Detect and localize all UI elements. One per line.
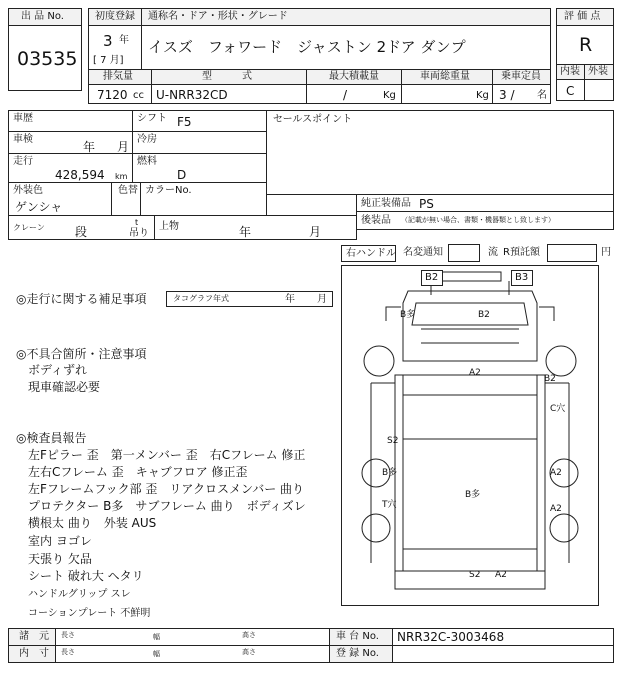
lift-year: 年 — [239, 225, 252, 239]
defect-item: ボディずれ — [28, 363, 88, 377]
aftermarket-label: 後装品 — [361, 215, 391, 226]
fuel-label: 燃料 — [137, 156, 157, 167]
grade-label-cell — [556, 8, 614, 26]
width-label: 幅 — [153, 633, 160, 641]
gross-weight-unit: Kg — [476, 90, 489, 101]
height-label: 高さ — [242, 631, 256, 639]
car-name-label: 通称名・ドア・形状・グレード — [148, 11, 288, 22]
name-change-label: 名変通知 — [403, 247, 443, 258]
max-load-value: / — [343, 88, 348, 102]
car-name: イスズ フォワード ジャストン 2ドア ダンプ — [148, 38, 466, 56]
capacity-label: 乗車定員 — [501, 71, 541, 82]
diagram-label: B2 — [544, 374, 556, 384]
ac-cell — [132, 131, 267, 154]
fuel-cell — [132, 153, 267, 183]
exterior-grade-cell — [584, 79, 614, 101]
interior-dims-label: 内 寸 — [19, 648, 49, 659]
interior-dims-row — [55, 645, 330, 663]
lot-number-cell — [8, 25, 82, 91]
fuel-value: D — [177, 168, 187, 182]
interior-dims-label-cell — [8, 645, 56, 663]
model-value: U-NRR32CD — [156, 88, 228, 102]
interior-grade-label-cell — [556, 64, 585, 80]
gross-weight-label-cell — [401, 69, 493, 85]
diagram-marker-b3 — [511, 270, 533, 286]
displacement-unit: cc — [133, 90, 144, 101]
defects-title: ◎不具合箇所・注意事項 — [16, 347, 147, 361]
crane-hoist: 吊り — [129, 228, 149, 239]
length-label: 長さ — [61, 648, 75, 656]
tacho-month: 月 — [317, 294, 327, 305]
car-name-cell — [141, 25, 551, 70]
diagram-marker-b2 — [421, 270, 443, 286]
tachograph-label: タコグラフ年式 — [173, 294, 229, 303]
max-load-cell — [306, 84, 402, 104]
grade-value: R — [579, 34, 593, 56]
diagram-label: A2 — [550, 468, 562, 478]
report-line: シート 破れ大 ヘタリ — [28, 569, 144, 583]
first-reg-month: [ 7 月] — [93, 55, 124, 66]
color-code-cell — [140, 182, 267, 216]
exterior-grade-label: 外装 — [588, 66, 608, 77]
length-label: 長さ — [61, 631, 75, 639]
grade-cell — [556, 25, 614, 65]
max-load-unit: Kg — [383, 90, 396, 101]
displacement-cell — [88, 84, 152, 104]
chassis-cell — [392, 628, 614, 646]
diagram-label: B2 — [478, 310, 490, 320]
defect-item: 現車確認必要 — [28, 380, 101, 394]
damage-diagram — [341, 265, 599, 606]
ext-color-value: ゲンシャ — [15, 200, 63, 214]
dims-label: 諸 元 — [19, 631, 49, 642]
reg-label: 登 録 No. — [336, 648, 379, 659]
diagram-label: C穴 — [550, 404, 566, 414]
crane-cell — [8, 215, 155, 240]
report-line: 左Fピラー 歪 第一メンバー 歪 右Cフレーム 修正 — [28, 448, 306, 462]
inspection-cell — [8, 131, 133, 154]
sales-point-label: セールスポイント — [273, 114, 353, 125]
equipment-cell — [356, 194, 614, 212]
equipment-value: PS — [419, 197, 434, 211]
report-line: 室内 ヨゴレ — [28, 534, 92, 548]
diagram-label: B多 — [465, 490, 481, 500]
width-label: 幅 — [153, 650, 160, 658]
chassis-label: 車 台 No. — [336, 631, 379, 642]
model-label: 型 式 — [202, 71, 252, 82]
first-reg-label: 初度登録 — [95, 11, 135, 22]
displacement-label: 排気量 — [103, 71, 133, 82]
color-no-cell — [111, 182, 141, 216]
rhd-box — [341, 245, 396, 262]
interior-grade-cell — [556, 79, 585, 101]
reg-label-cell — [329, 645, 393, 663]
running-notes-title: ◎走行に関する補足事項 — [16, 292, 147, 306]
shift-label: シフト — [137, 113, 167, 124]
inspection-label: 車検 — [13, 134, 33, 145]
first-reg-cell — [88, 25, 142, 70]
mileage-value: 428,594 — [55, 168, 105, 182]
diagram-label: B2 — [425, 272, 439, 283]
lift-label: 上物 — [159, 221, 179, 232]
diagram-label: A2 — [469, 368, 481, 378]
history-label: 車歴 — [13, 113, 33, 124]
flow-label: 流 — [488, 247, 498, 258]
shift-cell — [132, 110, 267, 132]
diagram-label: A2 — [550, 504, 562, 514]
reg-cell — [392, 645, 614, 663]
lot-label-cell — [8, 8, 82, 26]
aftermarket-cell — [356, 211, 614, 230]
ext-color-label: 外装色 — [13, 185, 43, 196]
name-change-box[interactable] — [448, 244, 480, 262]
capacity-label-cell — [492, 69, 551, 85]
ext-color-cell — [8, 182, 112, 216]
max-load-label-cell — [306, 69, 402, 85]
report-line: コーションプレート 不鮮明 — [28, 608, 151, 619]
model-label-cell — [151, 69, 307, 85]
first-reg-year-unit: 年 — [119, 35, 129, 46]
model-cell — [151, 84, 307, 104]
lift-month: 月 — [309, 225, 322, 239]
report-line: 天張り 欠品 — [28, 552, 92, 566]
mileage-unit: km — [115, 172, 128, 181]
crane-label: クレーン — [13, 223, 45, 232]
displacement-label-cell — [88, 69, 152, 85]
tachograph-cell — [166, 291, 333, 307]
report-line: プロテクター B多 サブフレーム 曲り ボディズレ — [28, 499, 306, 513]
diagram-label: B多 — [382, 468, 398, 478]
chassis-value: NRR32C-3003468 — [397, 630, 505, 644]
lift-cell — [154, 215, 357, 240]
yen-label: 円 — [601, 247, 611, 258]
color-no-label: 色替 — [118, 185, 138, 196]
ac-label: 冷房 — [137, 134, 157, 145]
interior-grade-label: 内装 — [560, 66, 580, 77]
lot-label: 出 品 No. — [21, 11, 64, 22]
capacity-value: 3 / — [499, 88, 515, 102]
chassis-label-cell — [329, 628, 393, 646]
color-code-label: カラーNo. — [145, 185, 192, 196]
gross-weight-cell — [401, 84, 493, 104]
tacho-year: 年 — [285, 294, 295, 305]
diagram-label: T穴 — [382, 500, 397, 510]
report-line: ハンドルグリップ スレ — [28, 589, 131, 600]
diagram-label: A2 — [495, 570, 507, 580]
dims-label-cell — [8, 628, 56, 646]
rhd-label: 右ハンドル — [346, 248, 396, 259]
aftermarket-note: （記載が無い場合、書類・機器類とし致します） — [401, 216, 555, 224]
interior-grade-value: C — [566, 84, 575, 98]
max-load-label: 最大積載量 — [329, 71, 379, 82]
shift-value: F5 — [177, 115, 192, 129]
report-line: 左右Cフレーム 歪 キャブフロア 修正歪 — [28, 465, 248, 479]
first-reg-year: 3 — [103, 32, 113, 50]
grade-label: 評 価 点 — [564, 11, 601, 22]
inspector-report-title: ◎検査員報告 — [16, 431, 87, 445]
inspection-month: 月 — [117, 140, 130, 154]
truck-outline — [341, 265, 599, 606]
crane-ton: t — [135, 218, 139, 227]
lot-number: 03535 — [17, 48, 78, 70]
sales-point-cell — [266, 110, 614, 195]
diagram-label: B多 — [400, 310, 416, 320]
diagram-label: S2 — [387, 436, 399, 446]
mileage-label: 走行 — [13, 156, 33, 167]
history-cell — [8, 110, 133, 132]
r-deposit-box[interactable] — [547, 244, 597, 262]
r-deposit-label: R預託額 — [503, 247, 540, 258]
report-line: 横根太 曲り 外装 AUS — [28, 516, 157, 530]
car-name-label-cell — [141, 8, 551, 26]
diagram-label: B3 — [515, 272, 529, 283]
first-reg-label-cell — [88, 8, 142, 26]
capacity-unit: 名 — [537, 90, 547, 101]
diagram-label: S2 — [469, 570, 481, 580]
exterior-grade-label-cell — [584, 64, 614, 80]
report-line: 左Fフレームフック部 歪 リアクロスメンバー 曲り — [28, 482, 305, 496]
displacement-value: 7120 — [97, 88, 128, 102]
crane-stage: 段 — [75, 225, 88, 239]
inspection-year: 年 — [83, 140, 96, 154]
capacity-cell — [492, 84, 551, 104]
gross-weight-label: 車両総重量 — [420, 71, 470, 82]
height-label: 高さ — [242, 648, 256, 656]
dims-row — [55, 628, 330, 646]
mileage-cell — [8, 153, 133, 183]
equipment-label: 純正装備品 — [361, 198, 411, 209]
